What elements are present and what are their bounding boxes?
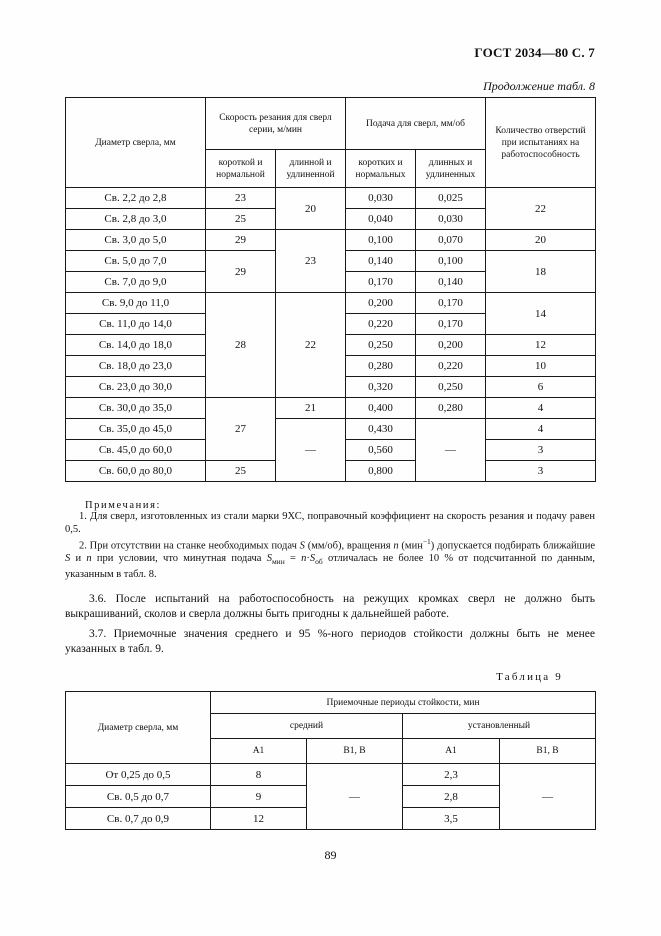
table-cell: 0,430 [346, 419, 416, 440]
col-header-established: установленный [403, 714, 596, 739]
table-cell: 0,200 [416, 335, 486, 356]
table-cell: 0,100 [346, 230, 416, 251]
notes-title: Примечания: [85, 500, 162, 511]
col-header-a1: А1 [211, 739, 307, 764]
diameter-cell: Св. 30,0 до 35,0 [66, 398, 206, 419]
col-header-feed-long: длинных и удлиненных [416, 150, 486, 188]
text-segment: −1 [422, 537, 431, 546]
paragraph-3-6: 3.6. После испытаний на работоспособность на режущих кромках сверл не должно быть выкрашиваний, сколов и сверла должны быть пригодны к дальнейшей работе. [65, 593, 595, 621]
table-cell: 0,250 [346, 335, 416, 356]
table-cell: 25 [206, 461, 276, 482]
table-cell: 0,800 [346, 461, 416, 482]
table-row [66, 764, 596, 786]
text-segment: отличалась не более 10 % от подсчитанной по данным, указанным в табл. 8. [65, 553, 596, 580]
table-cell: — [500, 764, 596, 830]
table-cell: 0,140 [416, 272, 486, 293]
text-segment: (мм/об), вращения [304, 540, 394, 552]
table-cell: — [307, 764, 403, 830]
diameter-cell: Св. 3,0 до 5,0 [66, 230, 206, 251]
table-cell: 0,030 [346, 188, 416, 209]
table-cell: 0,220 [346, 314, 416, 335]
note-2 [65, 536, 595, 581]
diameter-cell: Св. 45,0 до 60,0 [66, 440, 206, 461]
col-header-feed-group: Подача для сверл, мм/об [346, 98, 486, 150]
col-header-a1: А1 [403, 739, 500, 764]
diameter-cell: Св. 5,0 до 7,0 [66, 251, 206, 272]
paragraph-3-7: 3.7. Приемочные значения среднего и 95 %-ного периодов стойкости должны быть не менее указанных в табл. 9. [65, 628, 595, 656]
text-segment: мин [271, 557, 285, 567]
table-cell: 14 [486, 293, 596, 335]
table-cell: 20 [486, 230, 596, 251]
table-cell: 27 [206, 398, 276, 461]
text-segment: при условии, что минутная подача [91, 553, 267, 564]
table-cell: 2,3 [403, 764, 500, 786]
table-cell: 23 [206, 188, 276, 209]
table-cell: 10 [486, 356, 596, 377]
text-segment: S [299, 540, 305, 552]
table-cell: 29 [206, 230, 276, 251]
page-number: 89 [324, 848, 337, 862]
diameter-cell: Св. 23,0 до 30,0 [66, 377, 206, 398]
table-row [66, 188, 596, 209]
table-cell: 0,100 [416, 251, 486, 272]
text-segment: S [309, 553, 316, 564]
table-cell: 4 [486, 398, 596, 419]
table-cell: 3 [486, 461, 596, 482]
diameter-cell: Св. 2,2 до 2,8 [66, 188, 206, 209]
table-9 [65, 691, 596, 830]
table-9-caption: Таблица 9 [496, 671, 563, 684]
table-cell: 0,070 [416, 230, 486, 251]
table-8 [65, 97, 596, 482]
text-segment: 2. При отсутствии на станке необходимых подач [79, 540, 300, 552]
table-cell: 9 [211, 786, 307, 808]
text-segment: об [315, 557, 323, 567]
diameter-cell: Св. 35,0 до 45,0 [66, 419, 206, 440]
table-row [66, 98, 596, 150]
table-row [66, 293, 596, 314]
text-segment: ) допускается подбирать ближайшие [430, 540, 595, 552]
col-header-durability-group: Приемочные периоды стойкости, мин [211, 692, 596, 714]
diameter-cell: Св. 14,0 до 18,0 [66, 335, 206, 356]
table-cell: 23 [276, 230, 346, 293]
note-1: 1. Для сверл, изготовленных из стали марки 9ХС, поправочный коэффициент на скорость резания и подачу равен 0,5. [65, 511, 595, 535]
table-cell: 0,030 [416, 209, 486, 230]
table-row [66, 692, 596, 714]
diameter-cell: Св. 18,0 до 23,0 [66, 356, 206, 377]
text-block [65, 500, 595, 830]
table-cell: 28 [206, 293, 276, 398]
diameter-cell: Св. 2,8 до 3,0 [66, 209, 206, 230]
col-header-holes: Количество отверстий при испытаниях на работоспособность [486, 98, 596, 188]
table-cell: 25 [206, 209, 276, 230]
table-cell: 29 [206, 251, 276, 293]
table-cell: 6 [486, 377, 596, 398]
table-cell: 0,200 [346, 293, 416, 314]
text-segment: n [86, 553, 92, 564]
table-cell: 22 [486, 188, 596, 230]
table-cell: 12 [486, 335, 596, 356]
table-cell: 0,560 [346, 440, 416, 461]
diameter-cell: Св. 11,0 до 14,0 [66, 314, 206, 335]
table-cell: — [416, 419, 486, 482]
table-row [66, 419, 596, 440]
table-cell: 3 [486, 440, 596, 461]
table-cell: 0,320 [346, 377, 416, 398]
text-segment: S [65, 553, 71, 564]
text-segment: S [266, 553, 272, 564]
table-cell: 0,040 [346, 209, 416, 230]
table-cell: 0,250 [416, 377, 486, 398]
table-cell: 21 [276, 398, 346, 419]
table-cell: 0,170 [416, 293, 486, 314]
table-cell: 0,280 [346, 356, 416, 377]
table-continuation-caption: Продолжение табл. 8 [483, 79, 595, 93]
col-header-b1b: В1, В [307, 739, 403, 764]
text-segment: n [393, 540, 399, 552]
table-cell: 0,170 [416, 314, 486, 335]
col-header-speed-group: Скорость резания для сверл серии, м/мин [206, 98, 346, 150]
col-header-speed-long: длинной и удлиненной [276, 150, 346, 188]
col-header-mean: средний [211, 714, 403, 739]
text-segment: n [301, 553, 307, 564]
text-segment: = [284, 553, 302, 564]
col-header-diameter: Диаметр сверла, мм [66, 692, 211, 764]
table-cell: 12 [211, 808, 307, 830]
table-cell: 0,140 [346, 251, 416, 272]
table-cell: 4 [486, 419, 596, 440]
col-header-speed-short: короткой и нормальной [206, 150, 276, 188]
diameter-cell: Св. 0,7 до 0,9 [66, 808, 211, 830]
diameter-cell: Св. 0,5 до 0,7 [66, 786, 211, 808]
diameter-cell: Св. 7,0 до 9,0 [66, 272, 206, 293]
table-cell: 0,280 [416, 398, 486, 419]
table-cell: 18 [486, 251, 596, 293]
table-cell: 22 [276, 293, 346, 398]
text-segment: (мин [398, 540, 423, 552]
table-cell: 0,025 [416, 188, 486, 209]
table-cell: 0,400 [346, 398, 416, 419]
text-segment: · [306, 553, 310, 564]
table-cell: 2,8 [403, 786, 500, 808]
table-cell: 20 [276, 188, 346, 230]
col-header-b1b: В1, В [500, 739, 596, 764]
table-row [66, 230, 596, 251]
diameter-cell: От 0,25 до 0,5 [66, 764, 211, 786]
table-cell: 8 [211, 764, 307, 786]
doc-header: ГОСТ 2034—80 С. 7 [474, 45, 595, 60]
table-cell: 3,5 [403, 808, 500, 830]
col-header-feed-short: коротких и нормальных [346, 150, 416, 188]
col-header-diameter: Диаметр сверла, мм [66, 98, 206, 188]
text-segment: и [70, 553, 87, 564]
table-row [66, 398, 596, 419]
table-cell: — [276, 419, 346, 482]
diameter-cell: Св. 60,0 до 80,0 [66, 461, 206, 482]
table-cell: 0,220 [416, 356, 486, 377]
table-cell: 0,170 [346, 272, 416, 293]
diameter-cell: Св. 9,0 до 11,0 [66, 293, 206, 314]
